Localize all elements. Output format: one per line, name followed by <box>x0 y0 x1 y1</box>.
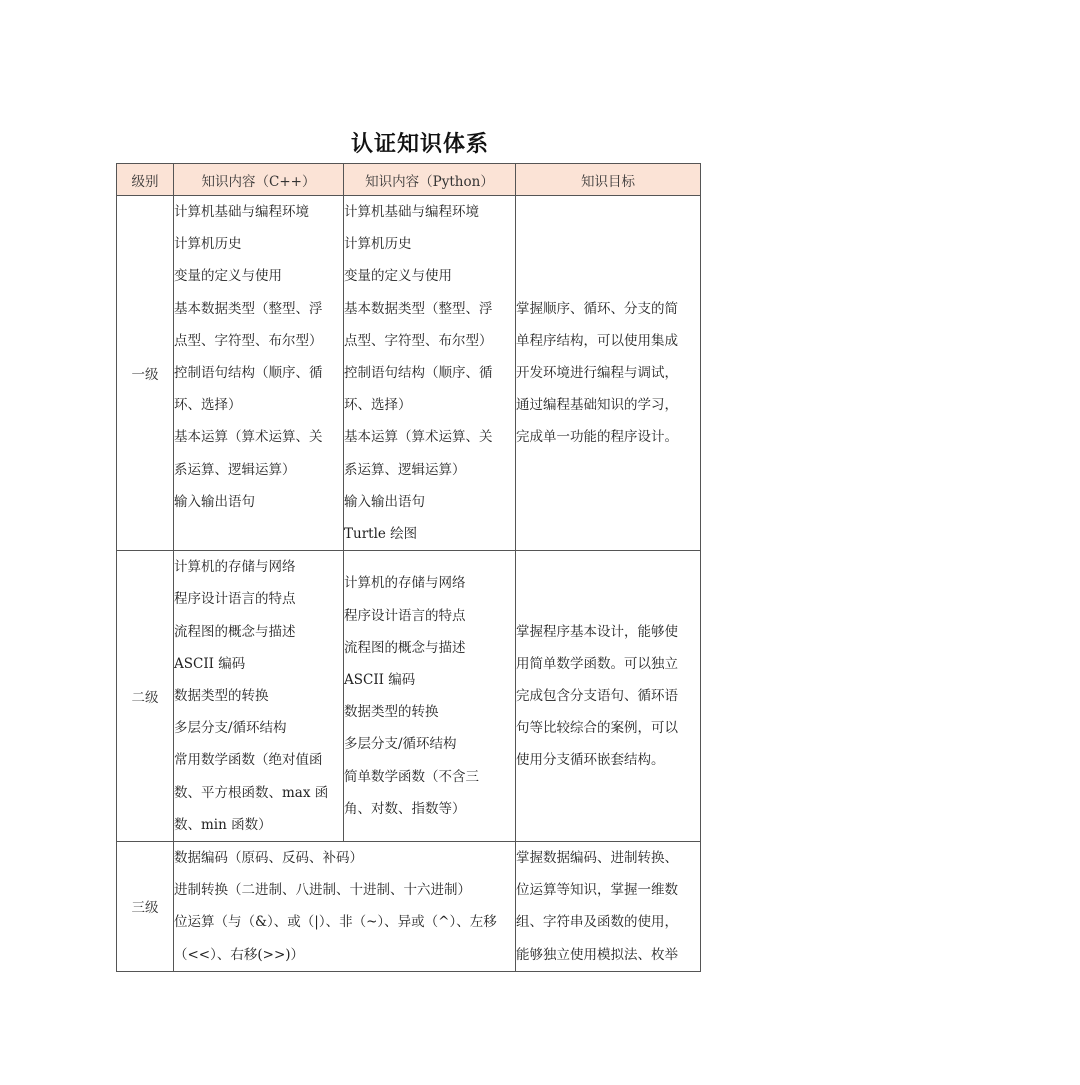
goal-line: 用简单数学函数。可以独立 <box>516 655 678 672</box>
list-item: 计算机历史 <box>344 236 412 253</box>
list-item: 多层分支/循环结构 <box>344 736 457 753</box>
level-cell: 二级 <box>117 551 174 842</box>
table-header-row <box>117 164 701 196</box>
page-title: 认证知识体系 <box>350 132 489 157</box>
list-item: 计算机的存储与网络 <box>344 575 466 592</box>
goal-line: 位运算等知识，掌握一维数 <box>516 882 678 899</box>
list-item: 系运算、逻辑运算） <box>344 461 466 478</box>
list-item: 环、选择） <box>344 397 412 414</box>
knowledge-table <box>116 163 701 972</box>
header-cpp: 知识内容（C++） <box>174 164 344 196</box>
table-row-level-2 <box>117 551 701 842</box>
list-item: 控制语句结构（顺序、循 <box>174 365 323 382</box>
list-item: 输入输出语句 <box>174 493 255 510</box>
list-item: 数据类型的转换 <box>174 688 269 705</box>
goal-line: 完成包含分支语句、循环语 <box>516 688 678 705</box>
goal-line: 通过编程基础知识的学习， <box>516 397 678 414</box>
list-item: 控制语句结构（顺序、循 <box>344 365 493 382</box>
list-item: 数据编码（原码、反码、补码） <box>174 850 363 867</box>
list-item: 常用数学函数（绝对值函 <box>174 752 323 769</box>
list-item: ASCII 编码 <box>344 671 416 688</box>
goal-line: 句等比较综合的案例，可以 <box>516 720 678 737</box>
goal-cell <box>516 551 701 842</box>
header-python: 知识内容（Python） <box>344 164 516 196</box>
goal-line: 单程序结构，可以使用集成 <box>516 332 678 349</box>
goal-line: 掌握程序基本设计，能够使 <box>516 623 678 640</box>
list-item: 基本数据类型（整型、浮 <box>344 300 493 317</box>
list-item: 变量的定义与使用 <box>174 268 282 285</box>
list-item: 系运算、逻辑运算） <box>174 461 296 478</box>
header-goal: 知识目标 <box>516 164 701 196</box>
python-content-cell <box>344 551 516 842</box>
list-item: 数、平方根函数、max 函 <box>174 784 329 801</box>
goal-cell <box>516 842 701 972</box>
list-item: 计算机基础与编程环境 <box>174 204 309 220</box>
list-item: 输入输出语句 <box>344 493 425 510</box>
list-item: 多层分支/循环结构 <box>174 720 287 737</box>
list-item: 计算机历史 <box>174 236 242 253</box>
table-row-level-1 <box>117 196 701 551</box>
list-item: 流程图的概念与描述 <box>174 623 296 640</box>
list-item: 变量的定义与使用 <box>344 268 452 285</box>
goal-line: 能够独立使用模拟法、枚举 <box>516 946 678 963</box>
list-item: 基本数据类型（整型、浮 <box>174 300 323 317</box>
table-row-level-3 <box>117 842 701 972</box>
list-item: 基本运算（算术运算、关 <box>174 429 323 446</box>
goal-line: 完成单一功能的程序设计。 <box>516 429 678 446</box>
list-item: ASCII 编码 <box>174 655 246 672</box>
list-item: 进制转换（二进制、八进制、十进制、十六进制） <box>174 882 471 899</box>
header-level: 级别 <box>117 164 174 196</box>
shared-content-cell <box>174 842 516 972</box>
list-item: 程序设计语言的特点 <box>174 591 296 608</box>
level-cell: 三级 <box>117 842 174 972</box>
list-item: 角、对数、指数等） <box>344 800 466 817</box>
list-item: 流程图的概念与描述 <box>344 639 466 656</box>
cpp-content-cell <box>174 551 344 842</box>
python-content-cell <box>344 196 516 551</box>
list-item: 基本运算（算术运算、关 <box>344 429 493 446</box>
goal-line: 掌握数据编码、进制转换、 <box>516 850 678 867</box>
list-item: 计算机的存储与网络 <box>174 559 296 576</box>
goal-line: 开发环境进行编程与调试， <box>516 365 678 382</box>
list-item: 简单数学函数（不含三 <box>344 768 479 785</box>
goal-line: 掌握顺序、循环、分支的简 <box>516 300 678 317</box>
cpp-content-cell <box>174 196 344 551</box>
list-item: 点型、字符型、布尔型） <box>174 332 323 349</box>
level-cell: 一级 <box>117 196 174 551</box>
list-item: 位运算（与（&）、或（|）、非（~）、异或（^）、左移 <box>174 914 497 931</box>
goal-line: 使用分支循环嵌套结构。 <box>516 752 665 769</box>
list-item: 数据类型的转换 <box>344 704 439 721</box>
list-item: （<<）、右移(>>)） <box>174 946 305 963</box>
list-item: Turtle 绘图 <box>344 526 418 543</box>
list-item: 程序设计语言的特点 <box>344 607 466 624</box>
list-item: 计算机基础与编程环境 <box>344 204 479 220</box>
list-item: 环、选择） <box>174 397 242 414</box>
goal-cell <box>516 196 701 551</box>
list-item: 数、min 函数） <box>174 816 272 833</box>
list-item: 点型、字符型、布尔型） <box>344 332 493 349</box>
goal-line: 组、字符串及函数的使用， <box>516 914 678 931</box>
